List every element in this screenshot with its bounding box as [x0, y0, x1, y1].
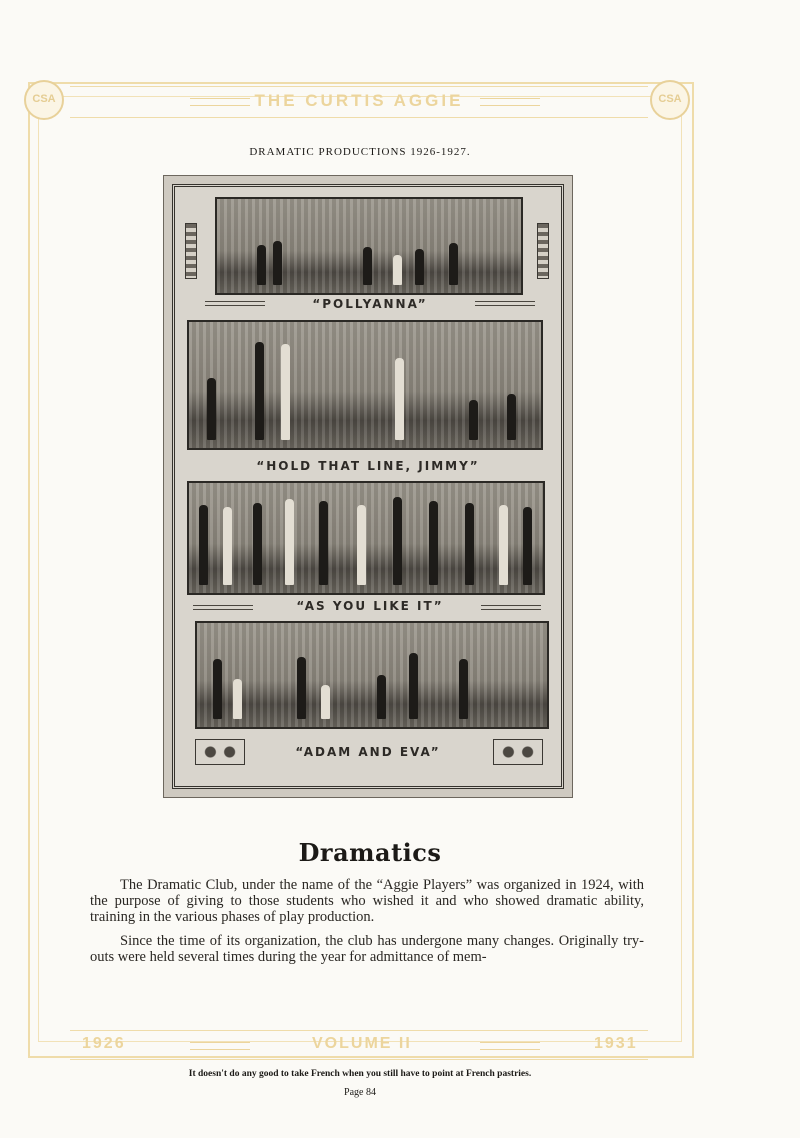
header-band	[70, 86, 648, 118]
footer-year-start: 1926	[82, 1035, 126, 1052]
yearbook-title: THE CURTIS AGGIE	[254, 91, 464, 110]
caption-pollyanna: “POLLYANNA”	[312, 297, 428, 311]
caption-rule	[481, 605, 541, 610]
article-title: Dramatics	[298, 838, 442, 867]
caption-rule	[475, 301, 535, 306]
corner-monogram-right: CSA	[650, 80, 690, 120]
footer-joke: It doesn't do any good to take French when you still have to point at French pastries.	[188, 1069, 532, 1079]
section-heading: DRAMATIC PRODUCTIONS 1926-1927.	[249, 146, 471, 158]
corner-monogram-left: CSA	[24, 80, 64, 120]
footer-arrow-left	[190, 1042, 250, 1050]
photo-adam-and-eva	[195, 621, 549, 729]
photo-hold-that-line-jimmy	[187, 320, 543, 450]
photo-as-you-like-it	[187, 481, 545, 595]
productions-collage	[163, 175, 573, 798]
article-paragraph: The Dramatic Club, under the name of the “Aggie Players” was organized in 1924, with the purpose of giving to those students who wished it and who showed dramatic ability, training in the various phases of play production.	[90, 877, 644, 925]
flower-ornament-left	[195, 739, 245, 765]
article-paragraph: Since the time of its organization, the club has undergone many changes. Originally try-outs were held several times during the year for admittance of mem-	[90, 933, 644, 965]
footer-band	[70, 1030, 648, 1060]
side-ornament-left	[185, 223, 197, 279]
flower-ornament-right	[493, 739, 543, 765]
photo-pollyanna	[215, 197, 523, 295]
caption-as-you-like-it: “AS YOU LIKE IT”	[296, 599, 444, 613]
caption-adam-and-eva: “ADAM AND EVA”	[295, 745, 441, 759]
caption-hold-that-line-jimmy: “HOLD THAT LINE, JIMMY”	[256, 459, 480, 473]
footer-year-end: 1931	[594, 1035, 638, 1052]
side-ornament-right	[537, 223, 549, 279]
footer-arrow-right	[480, 1042, 540, 1050]
page-number: Page 84	[344, 1087, 376, 1098]
arrow-ornament-right	[480, 98, 540, 106]
collage-border	[172, 184, 564, 789]
footer-volume: VOLUME II	[312, 1035, 412, 1052]
